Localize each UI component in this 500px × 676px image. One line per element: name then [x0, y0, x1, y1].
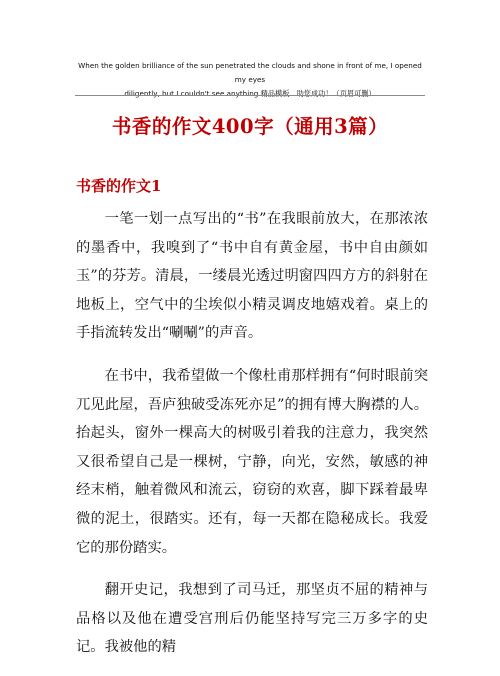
body-text [76, 205, 428, 676]
section-heading: 书香的作文1 [76, 177, 162, 195]
header-divider [75, 95, 425, 96]
paragraph-3: 翻开史记，我想到了司马迁，那坚贞不屈的精神与品格以及他在遭受宫刑后仍能坚持写完三万多字的史记。我被他的精 [76, 582, 428, 656]
paragraph-2: 在书中，我希望做一个像杜甫那样拥有“何时眼前突兀见此屋，吾庐独破受冻死亦足”的拥有博大胸襟的人。抬起头，窗外一棵高大的树吸引着我的注意力，我突然又很希望自己是一棵树，宁静，向光，安然，敏感的神经末梢，触着微风和流云，窃窃的欢喜，脚下踩着最卑微的泥土，很踏实。还有，每一天都在隐秘成长。我爱它的那份踏实。 [76, 367, 428, 556]
header-line-2: diligently, but I couldn't see anything.精品模板 助您成功！（页眉可删） [124, 89, 376, 98]
paragraph-1: 一笔一划一点写出的“书”在我眼前放大，在那浓浓的墨香中，我嗅到了“书中自有黄金屋，书中自由颜如玉”的芬芳。清晨，一缕晨光透过明窗四四方方的斜射在地板上，空气中的尘埃似小精灵调皮地嬉戏着。桌上的手指流转发出“唰唰”的声音。 [76, 211, 428, 342]
document-title: 书香的作文400字（通用3篇） [111, 115, 389, 138]
header-line-1: When the golden brilliance of the sun penetrated the clouds and shone in front of me, I opened my eyes [78, 61, 422, 84]
